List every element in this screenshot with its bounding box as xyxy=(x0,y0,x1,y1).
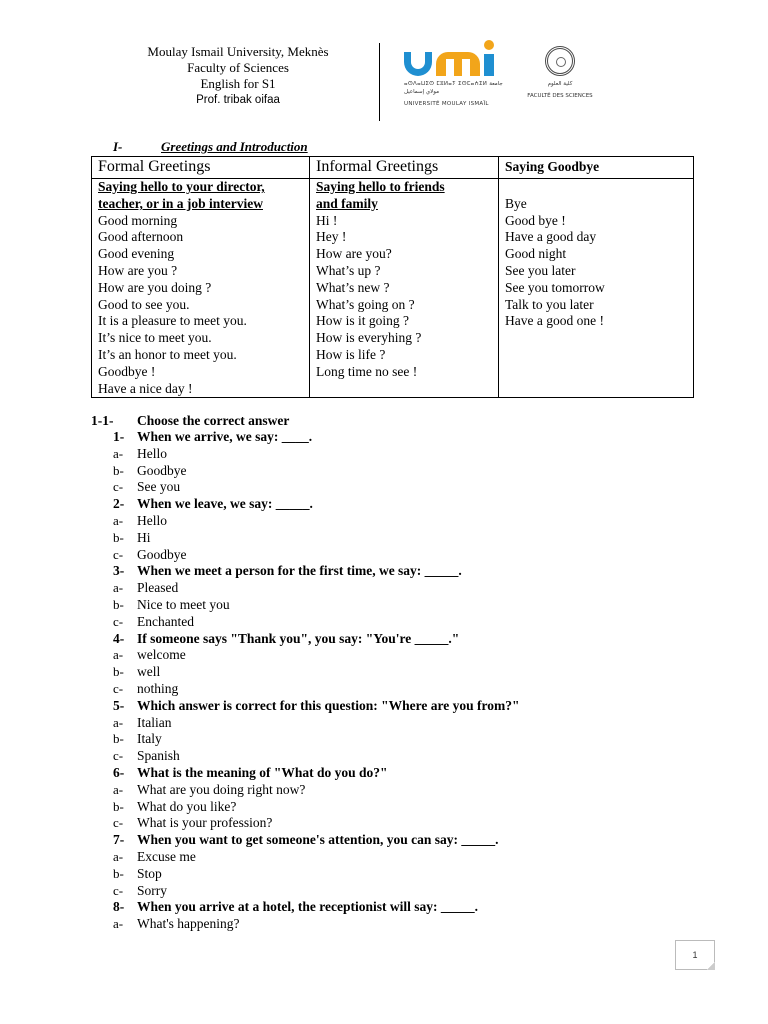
umi-logo-caption-fr: UNIVERSITÉ MOULAY ISMAÏL xyxy=(404,101,489,107)
formal-item: How are you ? xyxy=(98,262,178,278)
informal-column xyxy=(310,179,499,398)
quiz-title: Choose the correct answer xyxy=(137,413,290,428)
option-text: Hello xyxy=(137,512,167,528)
formal-item: How are you doing ? xyxy=(98,279,212,295)
answer-option xyxy=(91,513,519,530)
goodbye-item: Bye xyxy=(505,195,527,211)
option-text: What's happening? xyxy=(137,916,240,932)
informal-item: How is life ? xyxy=(316,346,386,362)
course-name: English for S1 xyxy=(200,76,276,91)
informal-subheading: and family xyxy=(316,195,378,211)
informal-item: Long time no see ! xyxy=(316,363,418,379)
question-number: 3- xyxy=(113,563,125,579)
answer-option xyxy=(91,883,519,900)
question-text: Which answer is correct for this question: "Where are you from?" xyxy=(137,697,520,713)
question xyxy=(91,832,519,849)
option-text: Stop xyxy=(137,865,162,881)
answer-option xyxy=(91,681,519,698)
option-letter: c- xyxy=(113,546,124,562)
university-name: Moulay Ismail University, Meknès xyxy=(147,44,329,59)
formal-item: It is a pleasure to meet you. xyxy=(98,313,247,329)
answer-option xyxy=(91,782,519,799)
informal-item: Hey ! xyxy=(316,229,347,245)
option-letter: c- xyxy=(113,479,124,495)
greetings-table xyxy=(91,156,694,398)
option-letter: a- xyxy=(113,848,124,864)
faculty-name: Faculty of Sciences xyxy=(187,60,289,75)
option-letter: b- xyxy=(113,462,124,478)
answer-option xyxy=(91,647,519,664)
question xyxy=(91,631,519,648)
formal-item: Have a nice day ! xyxy=(98,380,193,396)
question xyxy=(91,899,519,916)
option-text: Goodbye xyxy=(137,546,187,562)
option-text: What do you like? xyxy=(137,798,237,814)
formal-item: Good afternoon xyxy=(98,229,184,245)
option-letter: a- xyxy=(113,781,124,797)
option-text: What are you doing right now? xyxy=(137,781,306,797)
option-text: Excuse me xyxy=(137,848,196,864)
goodbye-item: Good night xyxy=(505,246,567,262)
goodbye-item: Talk to you later xyxy=(505,296,594,312)
question xyxy=(91,429,519,446)
header-goodbye: Saying Goodbye xyxy=(499,157,694,179)
section-heading xyxy=(113,139,308,155)
question xyxy=(91,563,519,580)
goodbye-item: Have a good one ! xyxy=(505,313,604,329)
question xyxy=(91,698,519,715)
formal-item: Good evening xyxy=(98,246,175,262)
informal-item: What’s going on ? xyxy=(316,296,415,312)
question-text: What is the meaning of "What do you do?" xyxy=(137,764,388,780)
informal-item: How is it going ? xyxy=(316,313,409,329)
option-text: Italian xyxy=(137,714,172,730)
option-text: What is your profession? xyxy=(137,815,273,831)
option-text: Hi xyxy=(137,529,151,545)
question xyxy=(91,496,519,513)
answer-option xyxy=(91,664,519,681)
question-number: 6- xyxy=(113,764,125,780)
option-text: Spanish xyxy=(137,748,180,764)
answer-option xyxy=(91,815,519,832)
fs-logo-caption-fr: FACULTÉ DES SCIENCES xyxy=(527,93,593,99)
question-list xyxy=(91,429,519,933)
option-letter: a- xyxy=(113,647,124,663)
option-text: Goodbye xyxy=(137,462,187,478)
informal-item: How is everyhing ? xyxy=(316,330,422,346)
question-number: 5- xyxy=(113,697,125,713)
document-header xyxy=(100,44,376,108)
option-letter: c- xyxy=(113,613,124,629)
goodbye-item: Have a good day xyxy=(505,229,597,245)
question-text: When you arrive at a hotel, the receptionist will say: _____. xyxy=(137,899,478,915)
option-letter: b- xyxy=(113,731,124,747)
answer-option xyxy=(91,715,519,732)
formal-item: It’s an honor to meet you. xyxy=(98,346,237,362)
option-letter: a- xyxy=(113,714,124,730)
option-letter: b- xyxy=(113,529,124,545)
answer-option xyxy=(91,916,519,933)
option-text: Italy xyxy=(137,731,162,747)
quiz-heading xyxy=(91,412,519,429)
informal-item: Hi ! xyxy=(316,212,338,228)
answer-option xyxy=(91,748,519,765)
faculty-of-sciences-logo xyxy=(524,46,596,108)
section-title: Greetings and Introduction xyxy=(161,139,308,154)
formal-column xyxy=(92,179,310,398)
answer-option xyxy=(91,530,519,547)
goodbye-item: Good bye ! xyxy=(505,212,566,228)
option-letter: b- xyxy=(113,798,124,814)
header-informal: Informal Greetings xyxy=(310,157,499,179)
option-text: nothing xyxy=(137,680,179,696)
option-letter: b- xyxy=(113,596,124,612)
option-letter: c- xyxy=(113,748,124,764)
option-text: See you xyxy=(137,479,181,495)
goodbye-item: See you later xyxy=(505,262,576,278)
formal-subheading: Saying hello to your director, xyxy=(98,179,265,194)
header-divider xyxy=(379,43,380,121)
section-number: I- xyxy=(113,139,123,154)
option-text: well xyxy=(137,664,161,680)
option-text: Enchanted xyxy=(137,613,194,629)
answer-option xyxy=(91,547,519,564)
question-text: When we leave, we say: _____. xyxy=(137,496,313,512)
option-letter: a- xyxy=(113,445,124,461)
option-letter: c- xyxy=(113,815,124,831)
header-formal: Formal Greetings xyxy=(92,157,310,179)
formal-subheading: teacher, or in a job interview xyxy=(98,195,263,211)
fs-logo-caption-ar: كلية العلوم xyxy=(547,81,573,87)
formal-item: It’s nice to meet you. xyxy=(98,330,212,346)
answer-option xyxy=(91,614,519,631)
informal-subheading: Saying hello to friends xyxy=(316,179,445,194)
question-number: 8- xyxy=(113,899,125,915)
answer-option xyxy=(91,866,519,883)
question-text: When you want to get someone's attention, you can say: _____. xyxy=(137,832,499,848)
answer-option xyxy=(91,463,519,480)
option-text: Pleased xyxy=(137,580,179,596)
informal-item: What’s new ? xyxy=(316,279,390,295)
formal-item: Goodbye ! xyxy=(98,363,156,379)
quiz-number: 1-1- xyxy=(91,413,114,428)
question xyxy=(91,765,519,782)
option-letter: b- xyxy=(113,865,124,881)
option-letter: a- xyxy=(113,580,124,596)
question-number: 4- xyxy=(113,630,125,646)
answer-option xyxy=(91,479,519,496)
formal-item: Good to see you. xyxy=(98,296,190,312)
answer-option xyxy=(91,580,519,597)
seal-icon xyxy=(545,46,575,76)
question-text: When we meet a person for the first time, we say: _____. xyxy=(137,563,462,579)
option-letter: a- xyxy=(113,512,124,528)
informal-item: How are you? xyxy=(316,246,392,262)
option-text: Sorry xyxy=(137,882,167,898)
answer-option xyxy=(91,597,519,614)
option-letter: b- xyxy=(113,664,124,680)
question-number: 1- xyxy=(113,429,125,444)
quiz-section xyxy=(91,412,519,933)
umi-logo xyxy=(404,46,516,108)
question-number: 2- xyxy=(113,496,125,512)
option-text: Nice to meet you xyxy=(137,596,230,612)
option-letter: c- xyxy=(113,882,124,898)
page-number: 1 xyxy=(675,940,715,970)
question-number: 7- xyxy=(113,832,125,848)
option-text: welcome xyxy=(137,647,186,663)
goodbye-item: See you tomorrow xyxy=(505,279,605,295)
informal-item: What’s up ? xyxy=(316,262,381,278)
answer-option xyxy=(91,446,519,463)
answer-option xyxy=(91,799,519,816)
question-text: When we arrive, we say: ____. xyxy=(137,429,313,444)
question-text: If someone says "Thank you", you say: "You're _____." xyxy=(137,630,460,646)
option-letter: a- xyxy=(113,916,124,932)
option-text: Hello xyxy=(137,445,167,461)
goodbye-column xyxy=(499,179,694,398)
formal-item: Good morning xyxy=(98,212,178,228)
option-letter: c- xyxy=(113,680,124,696)
umi-logo-caption-ar: ⴰⵙⴷⴰⵡⵉⵙ ⵎⵓⵍⴰⵢ ⵉⵙⵎⴰⵄⵉⵍ جامعة مولاي إسماعيل xyxy=(404,81,503,95)
answer-option xyxy=(91,849,519,866)
answer-option xyxy=(91,731,519,748)
professor-name: Prof. tribak oifaa xyxy=(196,94,280,106)
